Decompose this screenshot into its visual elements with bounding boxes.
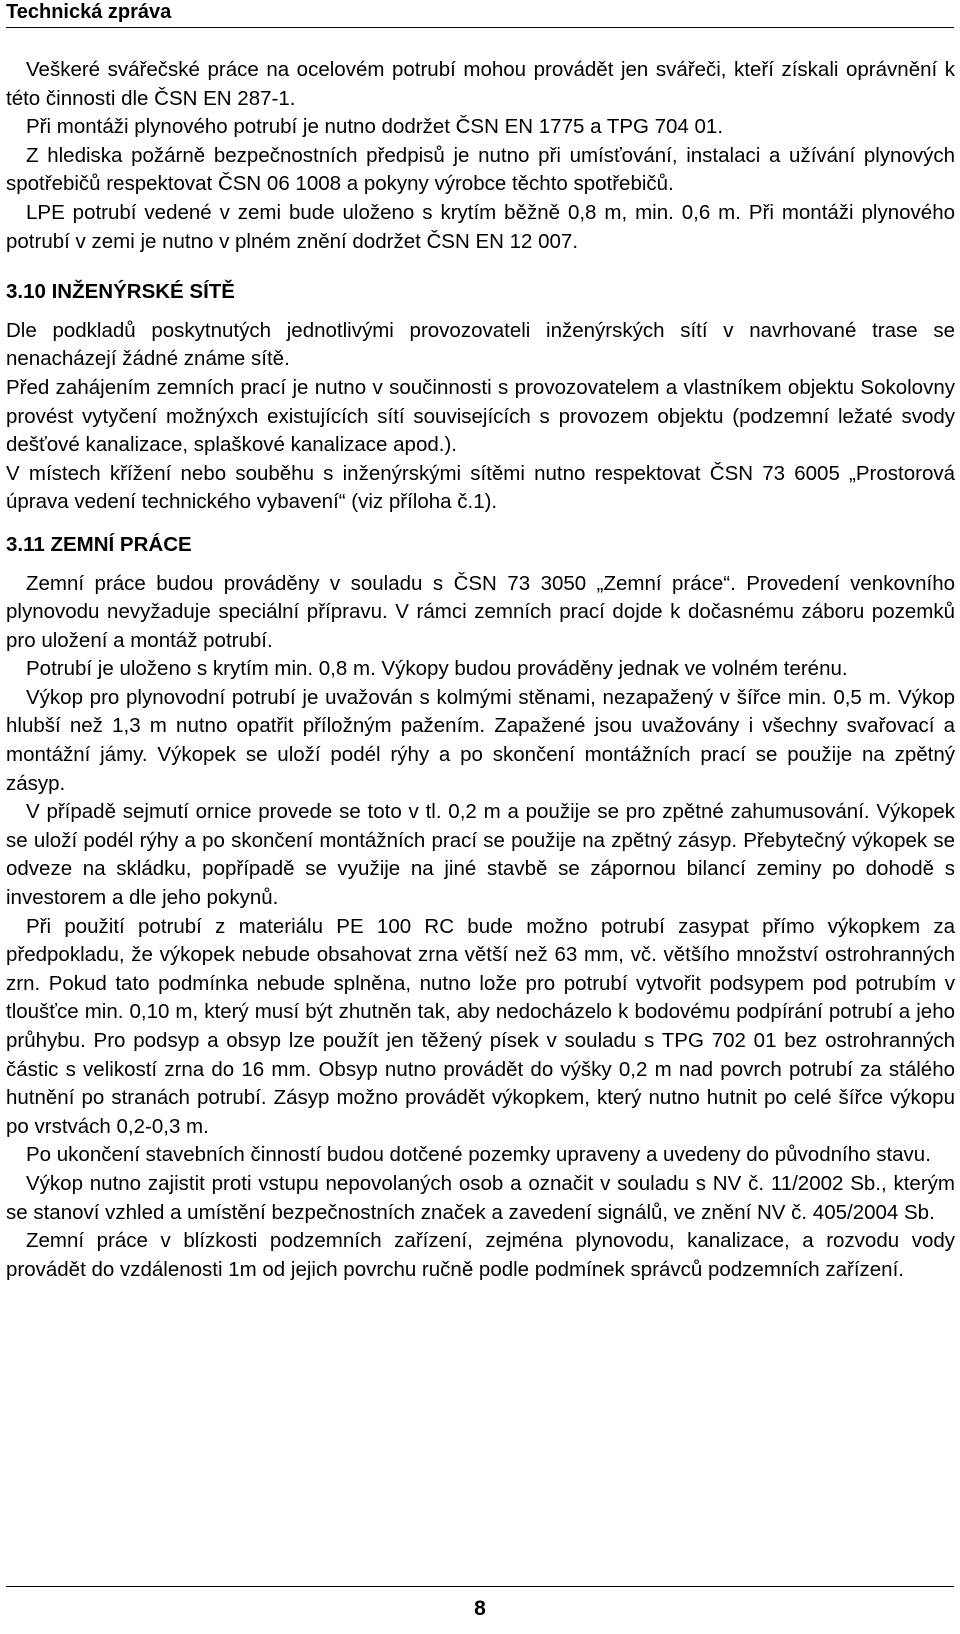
paragraph-networks-crossing: V místech křížení nebo souběhu s inženýrskými sítěmi nutno respektovat ČSN 73 6005 „Prostorová úprava vedení technického vybavení“ (viz příloha č.1). <box>6 461 955 514</box>
footer-divider <box>6 1586 954 1587</box>
section-heading-earthworks: 3.11 ZEMNÍ PRÁCE <box>6 532 192 556</box>
paragraph-earthworks-restoration: Po ukončení stavebních činností budou dotčené pozemky upraveny a uvedeny do původního stavu. <box>26 1143 931 1167</box>
paragraph-networks-data: Dle podkladů poskytnutých jednotlivými provozovateli inženýrských sítí v navrhované trase se nenacházejí žádné známe sítě. <box>6 318 955 371</box>
page-number: 8 <box>474 1597 486 1620</box>
paragraph-gas-pipe-assembly: Při montáži plynového potrubí je nutno dodržet ČSN EN 1775 a TPG 704 01. <box>26 115 724 139</box>
document-body <box>6 56 955 1284</box>
paragraph-welding: Veškeré svářečské práce na ocelovém potrubí mohou provádět jen svářeči, kteří získali oprávnění k této činnosti dle ČSN EN 287-1. <box>6 58 955 110</box>
paragraph-networks-marking: Před zahájením zemních prací je nutno v součinnosti s provozovatelem a vlastníkem objektu Sokolovny provést vytyčení možnýxch existujících sítí souvisejících s provozem objektu (podzemní ležaté svody dešťové kanalizace, splaškové kanalizace apod.). <box>6 375 955 457</box>
paragraph-earthworks-excavation: Výkop pro plynovodní potrubí je uvažován s kolmými stěnami, nezapažený v šířce min. 0,5 m. Výkop hlubší než 1,3 m nutno opatřit příložným pažením. Zapažené jsou uvažovány i všechny svařovací a montážní jámy. Výkopek se uloží podél rýhy a po skončení montážních prací se použije na zpětný zásyp. <box>6 685 955 795</box>
paragraph-earthworks-manual: Zemní práce v blízkosti podzemních zařízení, zejména plynovodu, kanalizace, a rozvodu vody provádět do vzdálenosti 1m od jejich povrchu ručně podle podmínek správců podzemních zařízení. <box>6 1229 955 1281</box>
header-divider <box>6 27 954 28</box>
paragraph-earthworks-standard: Zemní práce budou prováděny v souladu s ČSN 73 3050 „Zemní práce“. Provedení venkovního plynovodu nevyžaduje speciální přípravu. V rámci zemních prací dojde k dočasnému záboru pozemků pro uložení a montáž potrubí. <box>6 571 955 652</box>
paragraph-fire-safety: Z hlediska požárně bezpečnostních předpisů je nutno při umísťování, instalaci a užívání plynových spotřebičů respektovat ČSN 06 1008 a pokyny výrobce těchto spotřebičů. <box>6 143 955 196</box>
paragraph-earthworks-backfill: Při použití potrubí z materiálu PE 100 RC bude možno potrubí zasypat přímo výkopkem za předpokladu, že výkopek nebude obsahovat zrna větší než 63 mm, vč. většího množství ostrohranných zrn. Pokud tato podmínka nebude splněna, nutno lože pro potrubí vytvořit podsypem pod potrubím v tloušťce min. 0,10 m, který musí být zhutněn tak, aby nedocházelo k bodovému podpírání potrubí a jeho průhybu. Pro podsyp a obsyp lze použít jen těžený písek v souladu s TPG 702 01 bez ostrohranných částic s velikostí zrna do 16 mm. Obsyp nutno provádět do výšky 0,2 m nad povrch potrubí za stálého hutnění po stranách potrubí. Zásyp možno provádět výkopkem, který nutno hutnit po celé šířce výkopu po vrstvách 0,2-0,3 m. <box>6 914 955 1138</box>
paragraph-earthworks-safety: Výkop nutno zajistit proti vstupu nepovolaných osob a označit v souladu s NV č. 11/2002 Sb., kterým se stanoví vzhled a umístění bezpečnostních značek a zavedení signálů, ve znění NV č. 405/2004 Sb. <box>6 1171 955 1224</box>
document-header-title: Technická zpráva <box>6 1 172 23</box>
section-heading-engineering-networks: 3.10 INŽENÝRSKÉ SÍTĚ <box>6 280 235 304</box>
paragraph-lpe-cover: LPE potrubí vedené v zemi bude uloženo s krytím běžně 0,8 m, min. 0,6 m. Při montáži plynového potrubí v zemi je nutno v plném znění dodržet ČSN EN 12 007. <box>6 200 955 253</box>
paragraph-earthworks-topsoil: V případě sejmutí ornice provede se toto v tl. 0,2 m a použije se pro zpětné zahumusování. Výkopek se uloží podél rýhy a po skončení montážních prací se použije na zpětný zásyp. Přebytečný výkopek se odveze na skládku, popřípadě se využije na jiné stavbě se zápornou bilancí zeminy po dohodě s investorem a dle jeho pokynů. <box>6 800 955 910</box>
paragraph-earthworks-cover: Potrubí je uloženo s krytím min. 0,8 m. Výkopy budou prováděny jednak ve volném terénu. <box>26 657 848 681</box>
